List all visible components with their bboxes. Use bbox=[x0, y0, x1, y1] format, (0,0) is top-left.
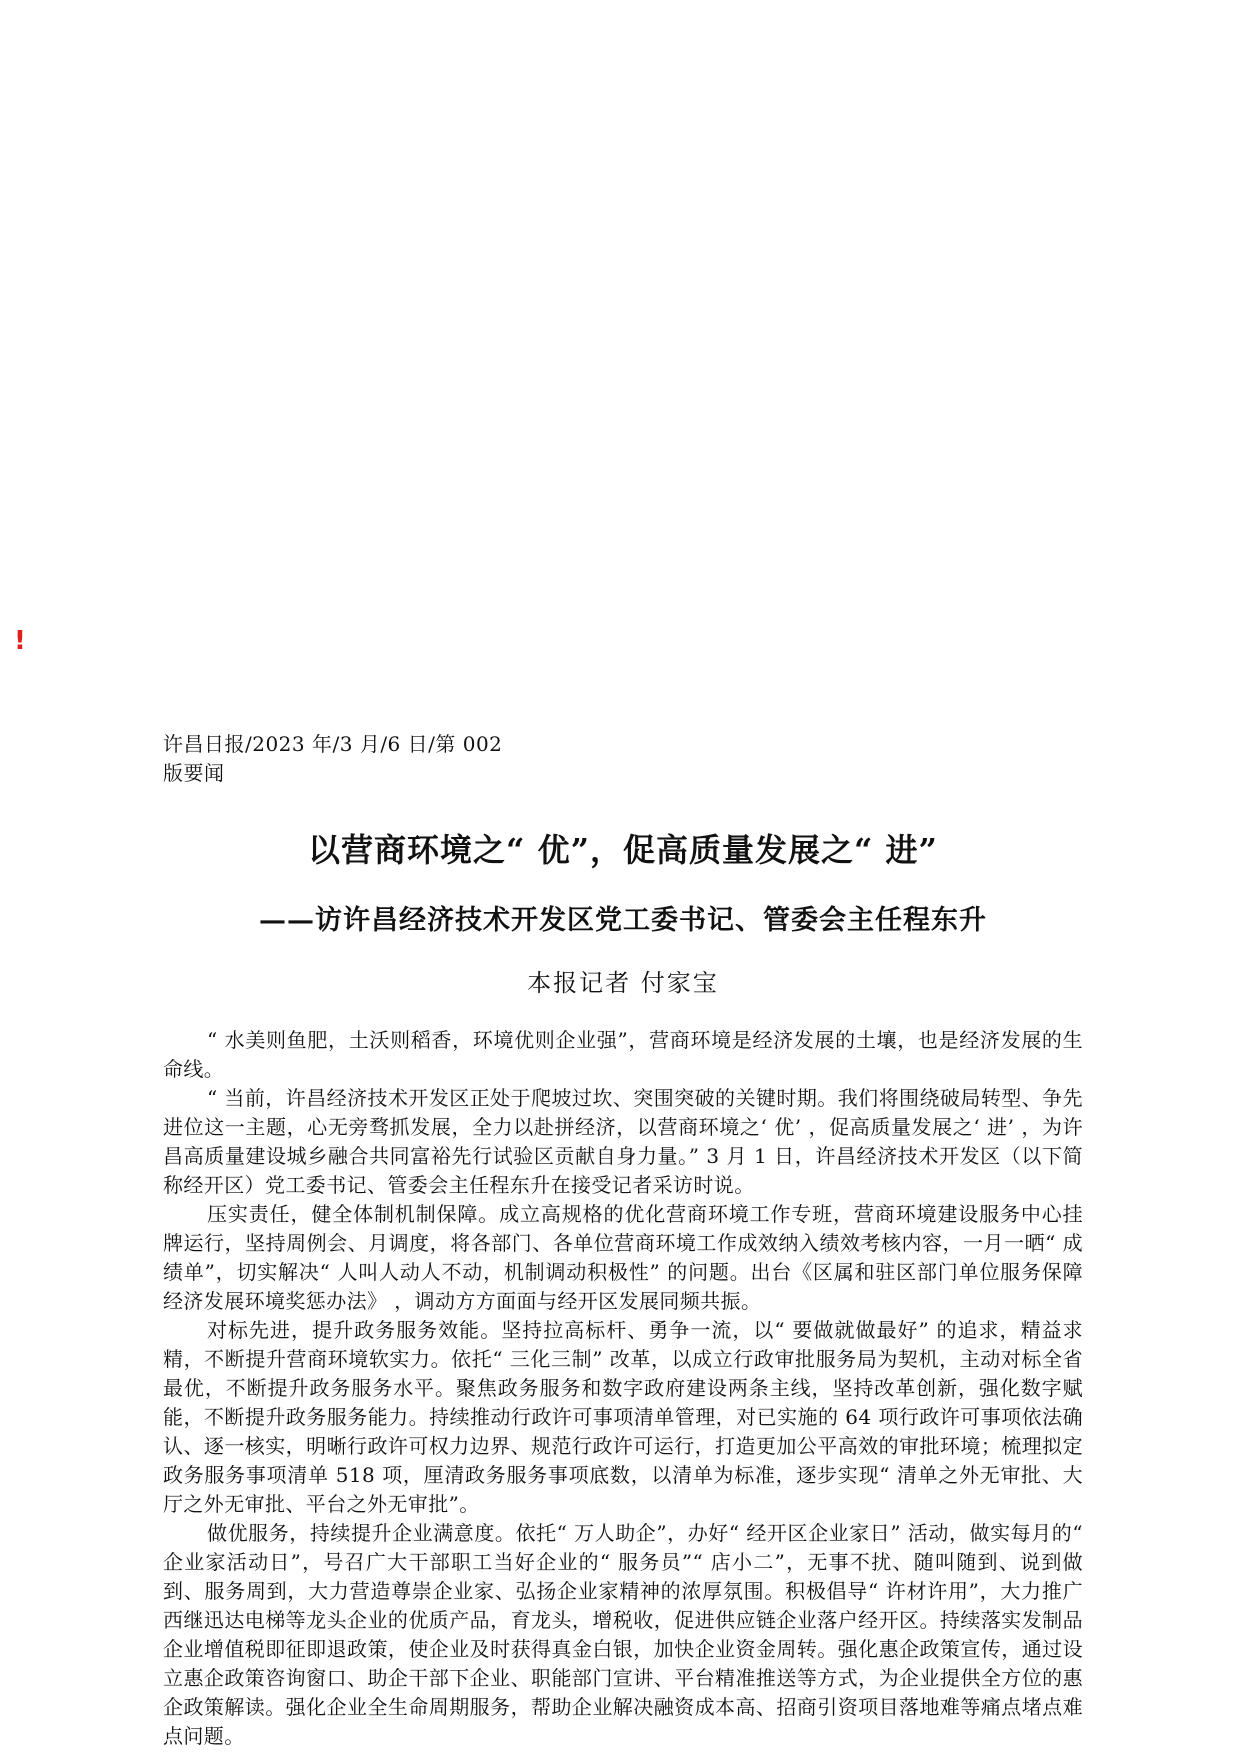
byline: 本报记者 付家宝 bbox=[527, 969, 719, 997]
exclamation-mark: ! bbox=[14, 626, 26, 656]
paragraph: “ 水美则鱼肥，土沃则稻香，环境优则企业强”，营商环境是经济发展的土壤，也是经济发展的生命线。 bbox=[163, 1028, 1083, 1081]
paragraph: 对标先进，提升政务服务效能。坚持拉高标杆、勇争一流，以“ 要做就做最好” 的追求，精益求精，不断提升营商环境软实力。依托“ 三化三制” 改革，以成立行政审批服务局为契机，主动对标全省最优，不断提升政务服务水平。聚焦政务服务和数字政府建设两条主线，坚持改革创新，强化数字赋能，不断提升政务服务能力。持续推动行政许可事项清单管理，对已实施的 64 项行政许可事项依法确认、逐一核实，明晰行政许可权力边界、规范行政许可运行，打造更加公平高效的审批环境；梳理拟定政务服务事项清单 518 项，厘清政务服务事项底数，以清单为标准，逐步实现“ 清单之外无审批、大厅之外无审批、平台之外无审批”。 bbox=[163, 1318, 1083, 1516]
paragraph: 做优服务，持续提升企业满意度。依托“ 万人助企”，办好“ 经开区企业家日” 活动，做实每月的“ 企业家活动日”，号召广大干部职工当好企业的“ 服务员”“ 店小二”，无事不扰、随叫随到、说到做到、服务周到，大力营造尊崇企业家、弘扬企业家精神的浓厚氛围。积极倡导“ 许材许用”，大力推广西继迅达电梯等龙头企业的优质产品，育龙头，增税收，促进供应链企业落户经开区。持续落实发制品企业增值税即征即退政策，使企业及时获得真金白银，加快企业资金周转。强化惠企政策宣传，通过设立惠企政策咨询窗口、助企干部下企业、职能部门宣讲、平台精准推送等方式，为企业提供全方位的惠企政策解读。强化企业全生命周期服务，帮助企业解决融资成本高、招商引资项目落地难等痛点堵点难点问题。 bbox=[163, 1521, 1083, 1748]
paragraph: 压实责任，健全体制机制保障。成立高规格的优化营商环境工作专班，营商环境建设服务中心挂牌运行，坚持周例会、月调度，将各部门、各单位营商环境工作成效纳入绩效考核内容，一月一晒“ 成绩单”，切实解决“ 人叫人动人不动，机制调动积极性” 的问题。出台《区属和驻区部门单位服务保障经济发展环境奖惩办法》 ，调动方方面面与经开区发展同频共振。 bbox=[163, 1202, 1083, 1313]
article-title: 以营商环境之“ 优”，促高质量发展之“ 进” bbox=[308, 831, 938, 869]
article-body bbox=[163, 1026, 1083, 1751]
source-line: 版要闻 bbox=[163, 761, 225, 785]
source-info bbox=[163, 730, 1083, 788]
paragraph: “ 当前，许昌经济技术开发区正处于爬坡过坎、突围突破的关键时期。我们将围绕破局转型、争先进位这一主题，心无旁骛抓发展，全力以赴拼经济，以营商环境之‘ 优’ ，促高质量发展之‘ 进’ ，为许昌高质量建设城乡融合共同富裕先行试验区贡献自身力量。” 3 月 1 日，许昌经济技术开发区（以下简称经开区）党工委书记、管委会主任程东升在接受记者采访时说。 bbox=[163, 1086, 1083, 1197]
source-line: 许昌日报/2023 年/3 月/6 日/第 002 bbox=[163, 732, 503, 756]
article-subtitle: ——访许昌经济技术开发区党工委书记、管委会主任程东升 bbox=[259, 905, 987, 936]
article bbox=[163, 730, 1083, 1751]
